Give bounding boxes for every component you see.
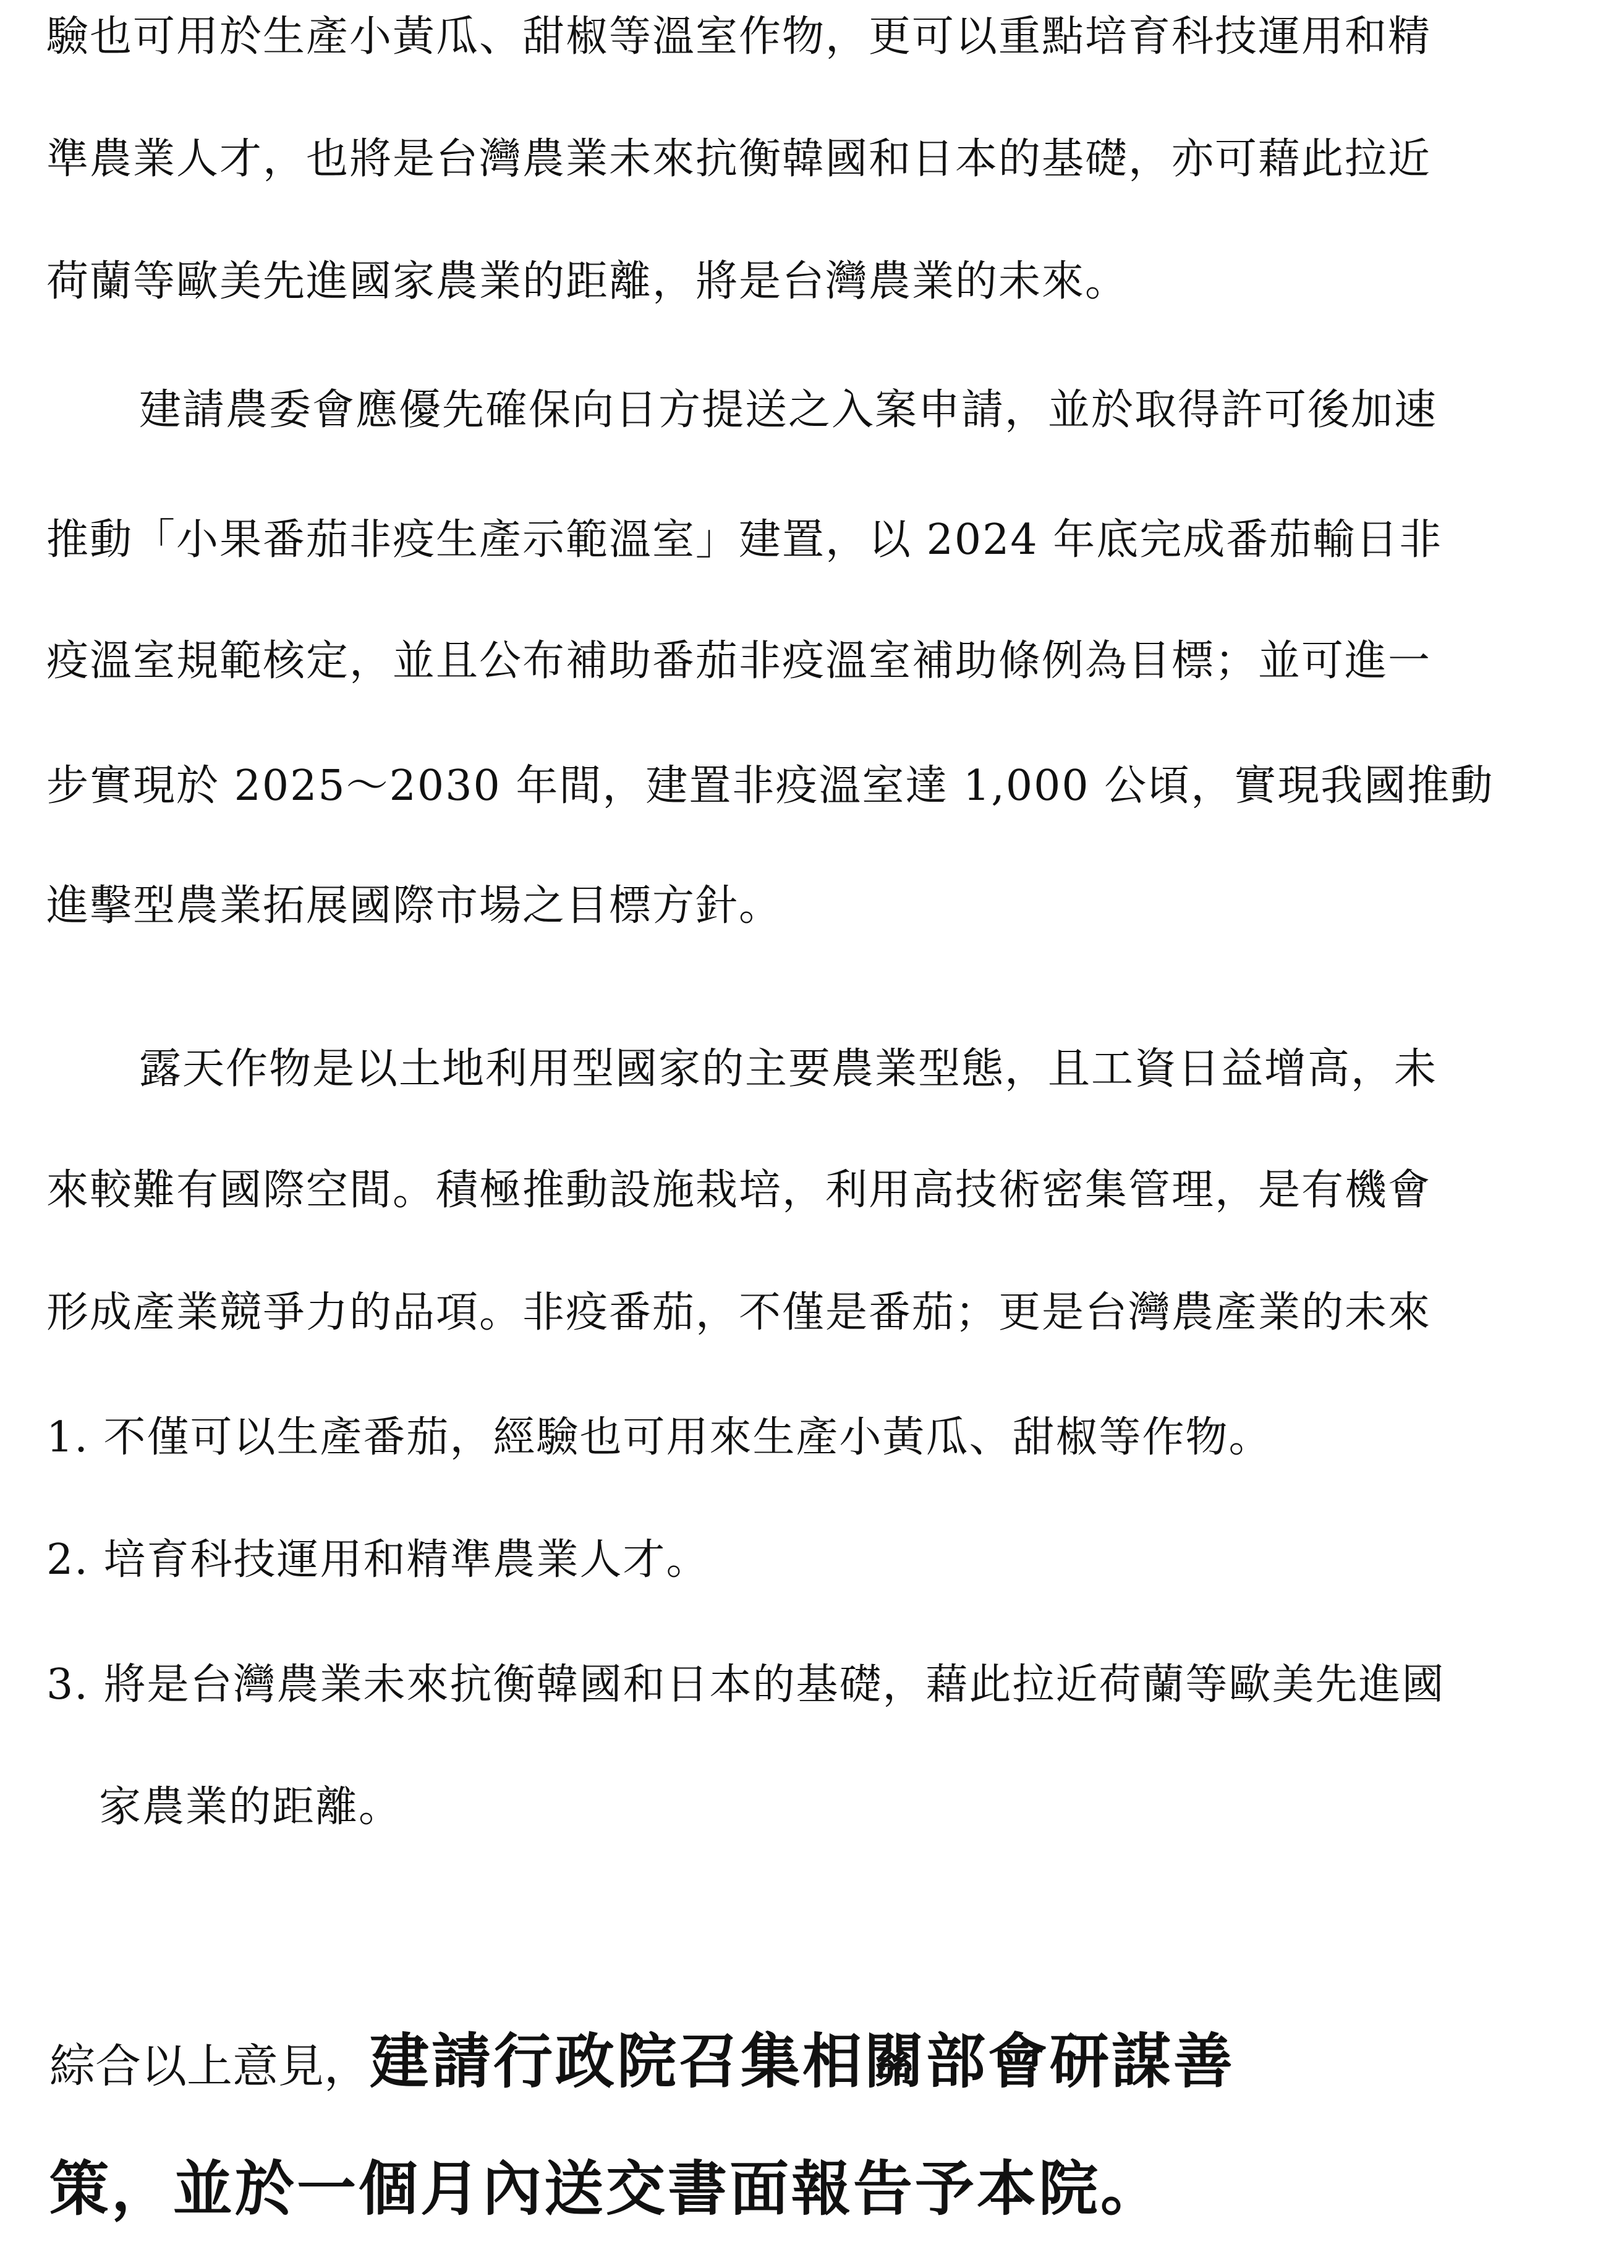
paragraph-2-line-2: 推動「小果番茄非疫生產示範溫室」建置，以 2024 年底完成番茄輸日非: [46, 516, 1443, 564]
paragraph-2-line-4: 步實現於 2025～2030 年間，建置非疫溫室達 1,000 公頃，實現我國推動: [46, 762, 1494, 810]
paragraph-3-line-2: 來較難有國際空間。積極推動設施栽培，利用高技術密集管理，是有機會: [46, 1166, 1432, 1215]
list-item-2: 2. 培育科技運用和精準農業人才。: [46, 1535, 710, 1584]
paragraph-2-line-5: 進擊型農業拓展國際市場之目標方針。: [46, 881, 783, 930]
conclusion-bold-1: 建請行政院召集相關部會研謀善: [370, 2026, 1235, 2096]
paragraph-1-line-3: 荷蘭等歐美先進國家農業的距離，將是台灣農業的未來。: [46, 257, 1129, 306]
conclusion-line-1: [49, 2028, 1235, 2113]
paragraph-3-line-3: 形成產業競爭力的品項。非疫番茄，不僅是番茄；更是台灣農產業的未來: [46, 1288, 1432, 1337]
paragraph-3-line-1: 露天作物是以土地利用型國家的主要農業型態，且工資日益增高，未: [139, 1045, 1438, 1094]
conclusion-bold-2: 策，並於一個月內送交書面報告予本院。: [49, 2154, 1162, 2223]
paragraph-1-line-1: 驗也可用於生產小黃瓜、甜椒等溫室作物，更可以重點培育科技運用和精: [46, 12, 1432, 61]
list-item-3-line-2: 家農業的距離。: [99, 1783, 402, 1832]
paragraph-2-line-3: 疫溫室規範核定，並且公布補助番茄非疫溫室補助條例為目標；並可進一: [46, 637, 1432, 686]
list-item-1: 1. 不僅可以生產番茄，經驗也可用來生產小黃瓜、甜椒等作物。: [46, 1413, 1272, 1462]
paragraph-1-line-2: 準農業人才，也將是台灣農業未來抗衡韓國和日本的基礎，亦可藉此拉近: [46, 135, 1432, 184]
list-item-3-line-1: 3. 將是台灣農業未來抗衡韓國和日本的基礎，藉此拉近荷蘭等歐美先進國: [46, 1660, 1445, 1709]
conclusion-lead: 綜合以上意見，: [49, 2040, 370, 2093]
paragraph-2-line-1: 建請農委會應優先確保向日方提送之入案申請，並於取得許可後加速: [139, 386, 1438, 435]
